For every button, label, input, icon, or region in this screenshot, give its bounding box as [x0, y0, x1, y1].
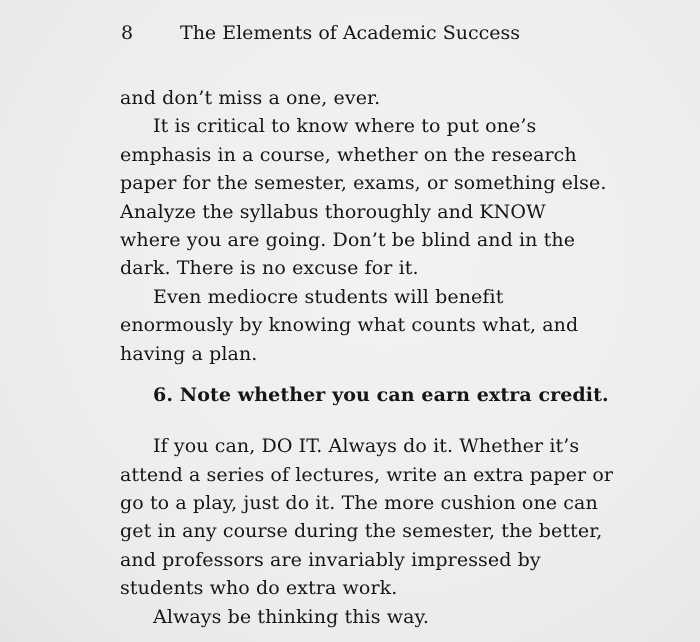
- page-body: [120, 84, 660, 631]
- running-title: The Elements of Academic Success: [180, 22, 520, 44]
- text-line: If you can, DO IT. Always do it. Whether it’s: [153, 435, 580, 458]
- text-line: and don’t miss a one, ever.: [120, 87, 381, 109]
- text-line: emphasis in a course, whether on the research: [120, 143, 577, 166]
- text-line: Analyze the syllabus thoroughly and KNOW: [120, 200, 546, 223]
- text-line: dark. There is no excuse for it.: [120, 257, 419, 280]
- text-line: Always be thinking this way.: [153, 605, 429, 628]
- text-line: enormously by knowing what counts what, and: [120, 314, 579, 337]
- text-line: students who do extra work.: [120, 577, 398, 600]
- running-head: [0, 22, 700, 48]
- text-line: and professors are invariably impressed by: [120, 548, 541, 571]
- text-line: get in any course during the semester, the better,: [120, 520, 603, 543]
- text-line: go to a play, just do it. The more cushion one can: [120, 492, 598, 515]
- text-line: It is critical to know where to put one’s: [153, 115, 537, 138]
- text-line: attend a series of lectures, write an extra paper or: [120, 463, 614, 486]
- section-heading: 6. Note whether you can earn extra credit.: [153, 383, 609, 406]
- text-line: Even mediocre students will benefit: [153, 285, 504, 308]
- text-line: where you are going. Don’t be blind and in the: [120, 228, 576, 251]
- page-number: 8: [121, 22, 134, 44]
- text-line: paper for the semester, exams, or something else.: [120, 172, 607, 195]
- text-line: having a plan.: [120, 342, 258, 365]
